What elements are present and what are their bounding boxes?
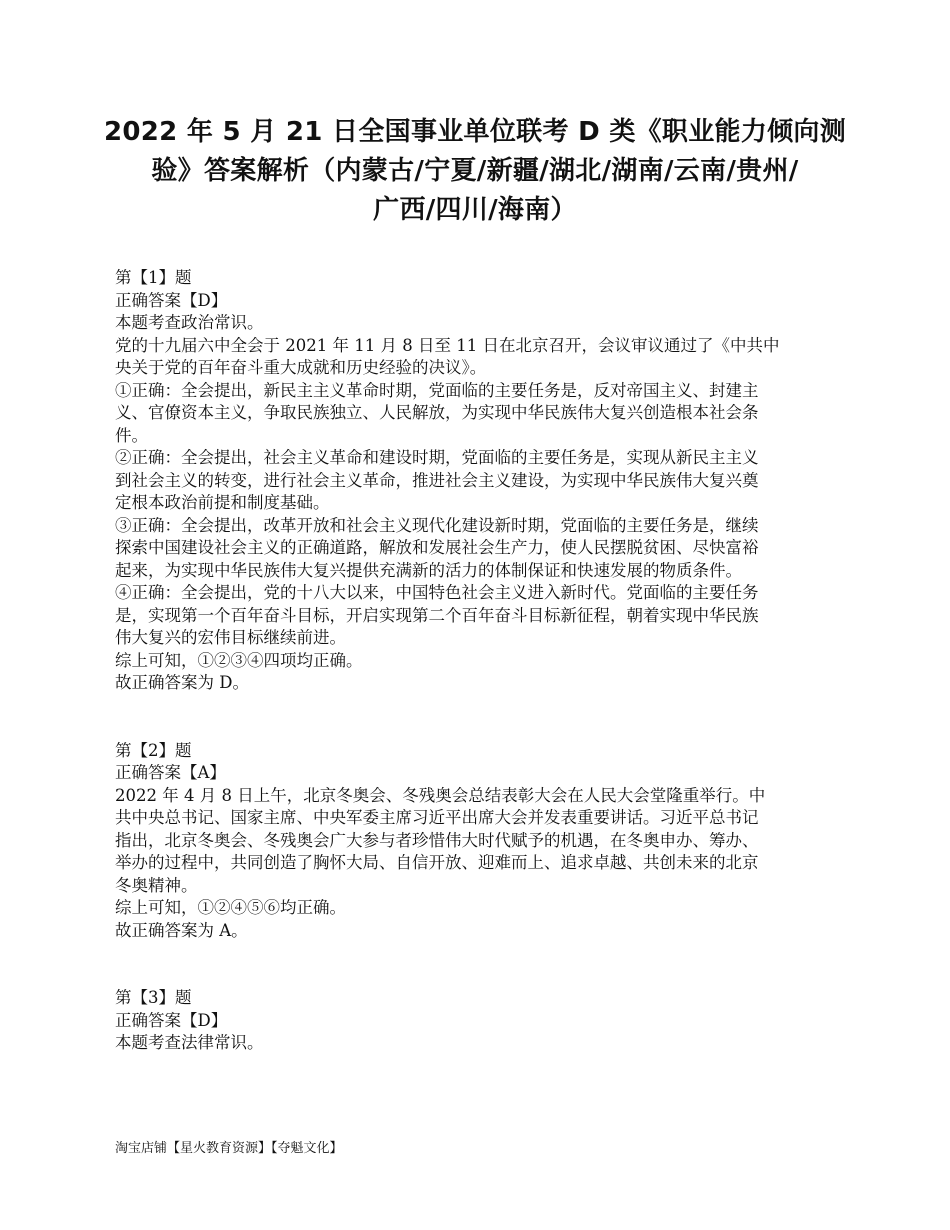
question-1-line: 综上可知，①②③④四项均正确。 [115, 650, 363, 670]
question-1-line: 故正确答案为 D。 [115, 673, 249, 692]
question-1-line: 到社会主义的转变，进行社会主义革命，推进社会主义建设，为实现中华民族伟大复兴奠 [115, 470, 759, 490]
question-2-line: 举办的过程中，共同创造了胸怀大局、自信开放、迎难而上、追求卓越、共创未来的北京 [115, 853, 759, 872]
question-1-answer: 正确答案【D】 [115, 290, 228, 310]
question-3-answer: 正确答案【D】 [115, 1010, 228, 1030]
question-1-line: 探索中国建设社会主义的正确道路，解放和发展社会生产力，使人民摆脱贫困、尽快富裕 [115, 538, 759, 557]
question-2 [115, 740, 845, 943]
question-2-line: 故正确答案为 A。 [115, 920, 248, 940]
question-1-line: ①正确：全会提出，新民主主义革命时期，党面临的主要任务是，反对帝国主义、封建主 [115, 380, 759, 400]
question-2-line: 共中央总书记、国家主席、中央军委主席习近平出席大会并发表重要讲话。习近平总书记 [115, 808, 759, 827]
question-2-line: 2022 年 4 月 8 日上午，北京冬奥会、冬残奥会总结表彰大会在人民大会堂隆重举行。中 [115, 785, 766, 805]
question-1 [115, 267, 845, 695]
question-1-line: 党的十九届六中全会于 2021 年 11 月 8 日至 11 日在北京召开，会议审议通过了《中共中 [115, 335, 780, 355]
document-body [115, 267, 845, 1055]
question-1-line: ②正确：全会提出，社会主义革命和建设时期，党面临的主要任务是，实现从新民主主义 [115, 448, 759, 467]
question-3-header: 第【3】题 [115, 988, 192, 1007]
title-line-2: 验》答案解析（内蒙古/宁夏/新疆/湖北/湖南/云南/贵州/ [151, 156, 799, 186]
question-1-line: 件。 [115, 425, 148, 445]
question-1-line: 央关于党的百年奋斗重大成就和历史经验的决议》。 [115, 358, 487, 377]
question-3 [115, 987, 845, 1055]
question-2-line: 指出，北京冬奥会、冬残奥会广大参与者珍惜伟大时代赋予的机遇，在冬奥申办、筹办、 [115, 830, 759, 850]
page-footer: 淘宝店铺【星火教育资源】【夺魁文化】 [115, 1141, 343, 1156]
section-spacer [115, 695, 845, 740]
question-2-line: 综上可知，①②④⑤⑥均正确。 [115, 898, 346, 917]
question-2-line: 冬奥精神。 [115, 875, 198, 895]
question-1-line: 起来，为实现中华民族伟大复兴提供充满新的活力的体制保证和快速发展的物质条件。 [115, 560, 742, 580]
title-line-1: 2022 年 5 月 21 日全国事业单位联考 D 类《职业能力倾向测 [103, 117, 847, 147]
question-1-header: 第【1】题 [115, 268, 192, 287]
question-1-line: ④正确：全会提出，党的十八大以来，中国特色社会主义进入新时代。党面临的主要任务 [115, 583, 759, 602]
question-2-header: 第【2】题 [115, 740, 192, 760]
section-spacer [115, 942, 845, 987]
document-title [100, 113, 850, 230]
title-line-3: 广西/四川/海南） [373, 195, 577, 225]
question-3-line: 本题考查法律常识。 [115, 1033, 264, 1052]
question-1-line: ③正确：全会提出，改革开放和社会主义现代化建设新时期，党面临的主要任务是，继续 [115, 515, 759, 535]
question-1-line: 定根本政治前提和制度基础。 [115, 493, 330, 512]
question-2-answer: 正确答案【A】 [115, 763, 226, 782]
question-1-line: 义、官僚资本主义，争取民族独立、人民解放，为实现中华民族伟大复兴创造根本社会条 [115, 403, 759, 422]
question-1-line: 伟大复兴的宏伟目标继续前进。 [115, 628, 346, 647]
question-1-line: 是，实现第一个百年奋斗目标，开启实现第二个百年奋斗目标新征程，朝着实现中华民族 [115, 605, 759, 625]
question-1-line: 本题考查政治常识。 [115, 313, 264, 332]
